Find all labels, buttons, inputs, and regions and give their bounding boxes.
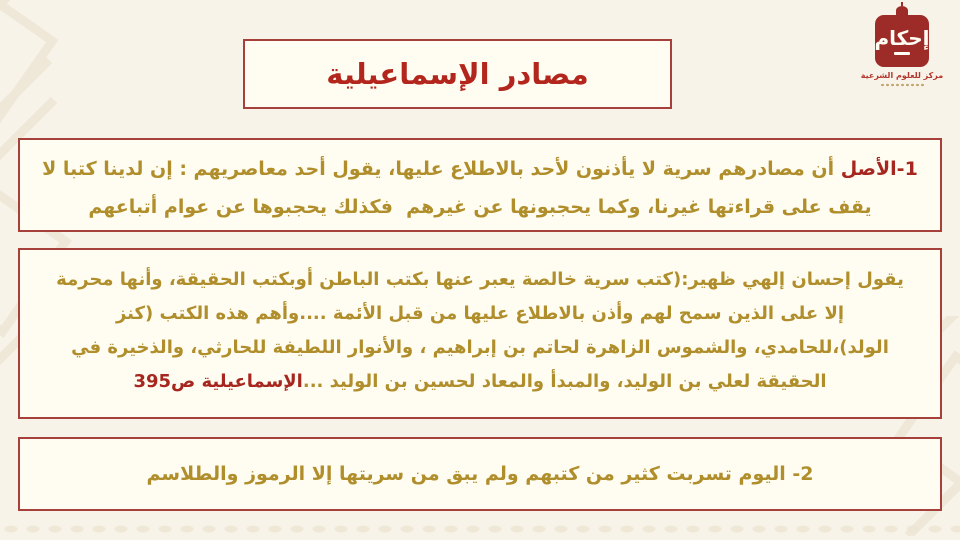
box1-highlight: 1-الأصل (840, 158, 918, 180)
box2-line-3: الولد)،للحامدي، والشموس الزاهرة لحاتم بن إبراهيم ، والأنوار اللطيفة للحارثي، والذخيرة في (71, 337, 889, 358)
dome-icon (896, 6, 908, 15)
box1-line-2: يقف على قراءتها غيرنا، وكما يحجبونها عن غيرهم فكذلك يحجبوها عن عوام أتباعهم (88, 196, 872, 218)
box1-line-1 (20, 150, 940, 188)
arabesque-band-bottom (0, 523, 960, 535)
logo-dash-icon (894, 52, 910, 55)
box2-line-1: يقول إحسان إلهي ظهير:(كتب سرية خالصة يعبر عنها بكتب الباطن أوبكتب الحقيقة، وأنها محرمة (56, 269, 904, 290)
logo-mark (875, 15, 929, 67)
box3-line-1: 2- اليوم تسربت كثير من كتبهم ولم يبق من سريتها إلا الرموز والطلاسم (146, 463, 814, 485)
content-box-1 (18, 138, 942, 232)
title-box (243, 39, 672, 109)
logo-name: إحكام (874, 26, 930, 50)
page-title: مصادر الإسماعيلية (326, 57, 589, 91)
box2-line-4 (20, 365, 940, 399)
box2-line-2: إلا على الذين سمح لهم وأذن بالاطلاع عليها من قبل الأئمة ....وأهم هذه الكتب (كنز (115, 303, 845, 324)
box1-line1-text: أن مصادرهم سرية لا يأذنون لأحد بالاطلاع عليها، يقول أحد معاصريهم : إن لدينا كتبا لا (42, 158, 841, 180)
logo-subtext (880, 83, 924, 87)
box2-reference: الإسماعيلية ص395 (133, 371, 303, 392)
box2-line4-text: الحقيقة لعلي بن الوليد، والمبدأ والمعاد لحسين بن الوليد ... (302, 371, 827, 392)
content-box-3 (18, 437, 942, 511)
logo-tagline: مركز للعلوم الشرعية (860, 71, 944, 80)
logo (856, 6, 948, 87)
content-box-2 (18, 248, 942, 419)
